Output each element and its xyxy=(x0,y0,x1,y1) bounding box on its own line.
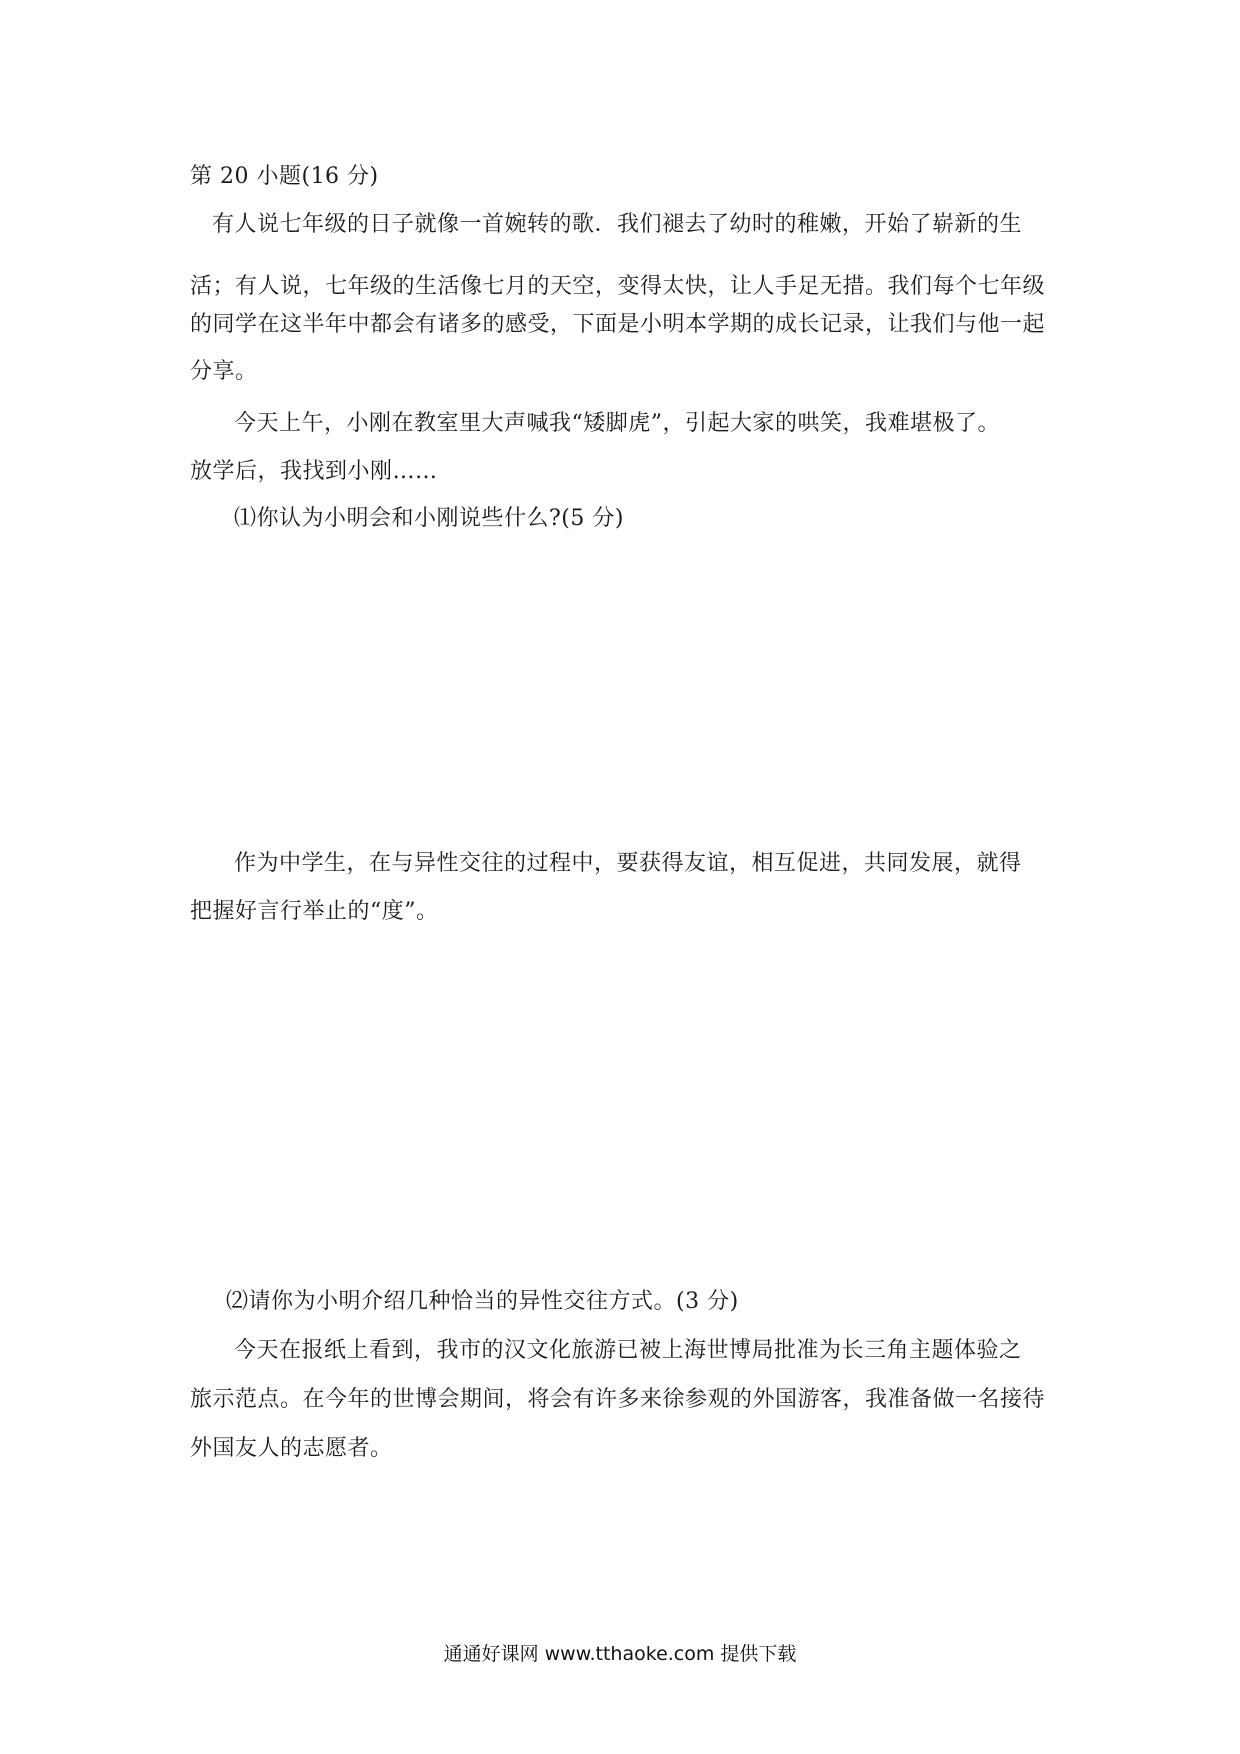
scenario3-line-1: 今天在报纸上看到，我市的汉文化旅游已被上海世博局批准为长三角主题体验之 xyxy=(234,1338,1022,1363)
sub-question-1: ⑴你认为小明会和小刚说些什么?(5 分) xyxy=(234,506,624,531)
scenario2-line-2: 把握好言行举止的“度”。 xyxy=(190,899,439,924)
scenario3-line-3: 外国友人的志愿者。 xyxy=(190,1436,393,1461)
scenario1-line-1: 今天上午，小刚在教室里大声喊我“矮脚虎”，引起大家的哄笑，我难堪极了。 xyxy=(234,411,1000,436)
intro-line-3: 的同学在这半年中都会有诸多的感受，下面是小明本学期的成长记录，让我们与他一起 xyxy=(190,312,1046,337)
scenario1-line-2: 放学后，我找到小刚…… xyxy=(190,459,438,484)
intro-line-1: 有人说七年级的日子就像一首婉转的歌．我们褪去了幼时的稚嫩，开始了崭新的生 xyxy=(212,212,1023,237)
intro-line-2: 活；有人说，七年级的生活像七月的天空，变得太快，让人手足无措。我们每个七年级 xyxy=(190,274,1046,299)
sub-question-2: ⑵请你为小明介绍几种恰当的异性交往方式。(3 分) xyxy=(226,1289,739,1314)
scenario2-line-1: 作为中学生，在与异性交往的过程中，要获得友谊，相互促进，共同发展，就得 xyxy=(234,851,1022,876)
scenario3-line-2: 旅示范点。在今年的世博会期间，将会有许多来徐参观的外国游客，我准备做一名接待 xyxy=(190,1387,1046,1412)
intro-line-4: 分享。 xyxy=(190,359,258,384)
question-title: 第 20 小题(16 分) xyxy=(190,164,379,189)
footer-watermark: 通通好课网 www.tthaoke.com 提供下载 xyxy=(443,1643,797,1665)
